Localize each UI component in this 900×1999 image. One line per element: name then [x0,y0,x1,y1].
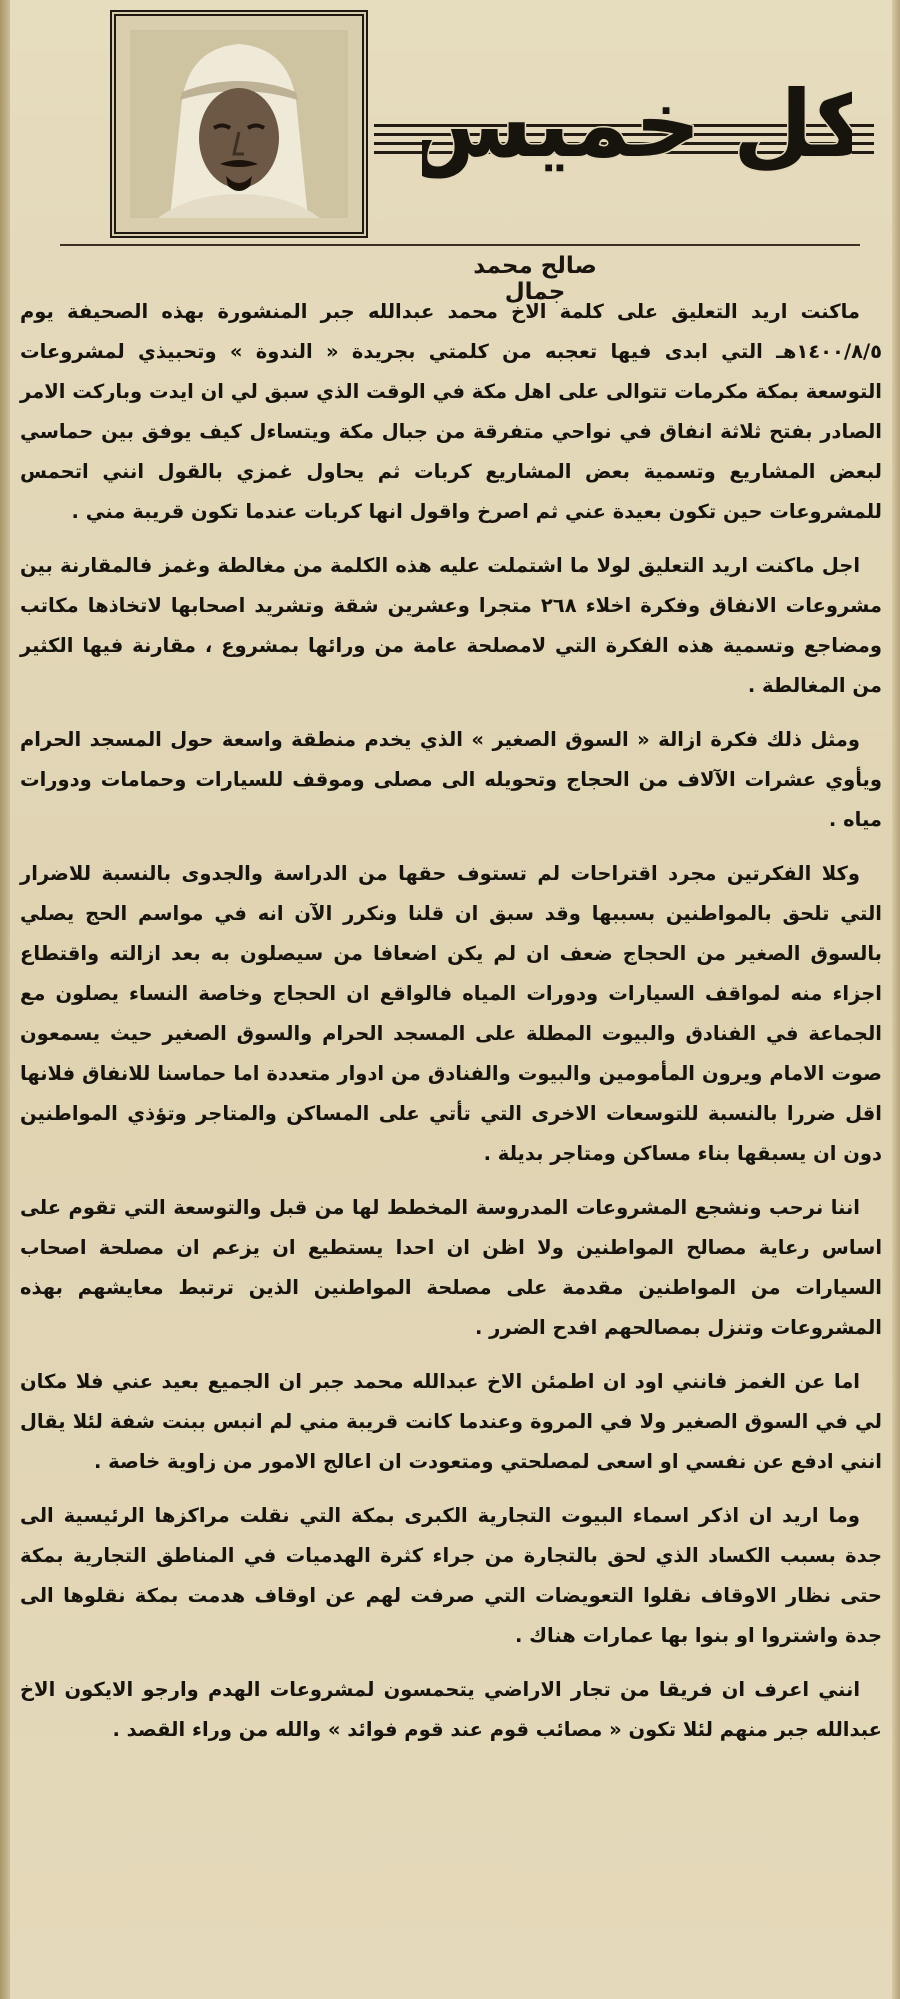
paragraph: ومثل ذلك فكرة ازالة « السوق الصغير » الذي يخدم منطقة واسعة حول المسجد الحرام ويأوي عشرات الآلاف من الحجاج وتحويله الى مصلى وموقف للسيارات وحمامات ودورات مياه . [20,728,882,831]
masthead-title [422,36,852,206]
paragraph: وكلا الفكرتين مجرد اقتراحات لم تستوف حقها من الدراسة والجدوى بالنسبة للاضرار التي تلحق بالمواطنين بسببها وقد سبق ان قلنا ونكرر الآن انه في مواسم الحج يصلي بالسوق الصغير من الحجاج ضعف ان لم يكن اضعافا من سيصلون به بعد ازالته واقتطاع اجزاء منه لمواقف السيارات ودورات المياه فالواقع ان الحجاج وخاصة النساء يصلون مع الجماعة في الفنادق والبيوت المطلة على المسجد الحرام والسوق الصغير حيث يسمعون صوت الامام ويرون المأمومين والبيوت والفنادق من ادوار متعددة اما حماسنا للانفاق فلانها اقل ضررا بالنسبة للتوسعات الاخرى التي تأتي على المساكن والمتاجر وتؤذي المواطنين دون ان يسبقها بناء مساكن ومتاجر بديلة . [20,862,882,1165]
author-portrait-icon [130,30,348,218]
page-edge-right [892,0,900,1999]
paragraph: اما عن الغمز فانني اود ان اطمئن الاخ عبدالله محمد جبر ان الجميع بعيد عني فلا مكان لي في السوق الصغير ولا في المروة وعندما كانت قريبة مني لم انبس ببنت شفة لئلا يقال انني ادفع عن نفسي او اسعى لمصلحتي ومتعودت ان اعالج الامور من زاوية خاصة . [20,1370,882,1473]
paragraph: اننا نرحب ونشجع المشروعات المدروسة المخطط لها من قبل والتوسعة التي تقوم على اساس رعاية مصالح المواطنين ولا اظن ان احدا يستطيع ان يزعم ان مصلحة اصحاب السيارات من المواطنين مقدمة على مصلحة المواطنين الذين ترتبط معايشهم بهذه المشروعات وتنزل بمصالحهم افدح الضرر . [20,1196,882,1339]
paragraph: ماكنت اريد التعليق على كلمة الاخ محمد عبدالله جبر المنشورة بهذه الصحيفة يوم ١٤٠٠/٨/٥هـ التي ابدى فيها تعجبه من كلمتي بجريدة « الندوة » وتحبيذي لمشروعات التوسعة بمكة مكرمات تتوالى على اهل مكة في الوقت الذي سبق لي ان ايدت وباركت الامر الصادر بفتح ثلاثة انفاق في نواحي متفرقة من جبال مكة ويتساءل كيف يوفق بين حماسي لبعض المشاريع وتسمية بعض المشاريع كربات ثم يحاول غمزي بالقول انني اتحمس للمشروعات حين تكون بعيدة عني ثم اصرخ واقول انها كربات عندما تكون قريبة مني . [20,300,882,523]
paragraph: اجل ماكنت اريد التعليق لولا ما اشتملت عليه هذه الكلمة من مغالطة وغمز فالمقارنة بين مشروعات الانفاق وفكرة اخلاء ٢٦٨ متجرا وعشرين شقة وتشريد اصحابها لاتخاذها مكاتب ومضاجع وتسمية هذه الفكرة التي لامصلحة عامة من ورائها بمشروع ، مقارنة فيها الكثير من المغالطة . [20,554,883,697]
paragraph: انني اعرف ان فريقا من تجار الاراضي يتحمسون لمشروعات الهدم وارجو الايكون الاخ عبدالله جبر منهم لئلا تكون « مصائب قوم عند قوم فوائد » والله من وراء القصد . [20,1678,882,1741]
page-edge-left [0,0,10,1999]
author-name: صالح محمد جمال [473,253,597,305]
article-body [20,292,882,1750]
masthead-title-text: كل خميس [422,71,852,178]
byline-rule [60,244,860,246]
author-photo-frame [110,10,368,238]
paragraph: وما اريد ان اذكر اسماء البيوت التجارية الكبرى بمكة التي نقلت مراكزها الرئيسية الى جدة بسبب الكساد الذي لحق بالتجارة من جراء كثرة الهدميات في المناطق التجارية بمكة حتى نظار الاوقاف نقلوا التعويضات التي صرفت لهم عن اوقاف هدمت بمكة نقلوها الى جدة واشتروا او بنوا بها عمارات هناك . [20,1504,882,1647]
column-header [22,6,878,238]
